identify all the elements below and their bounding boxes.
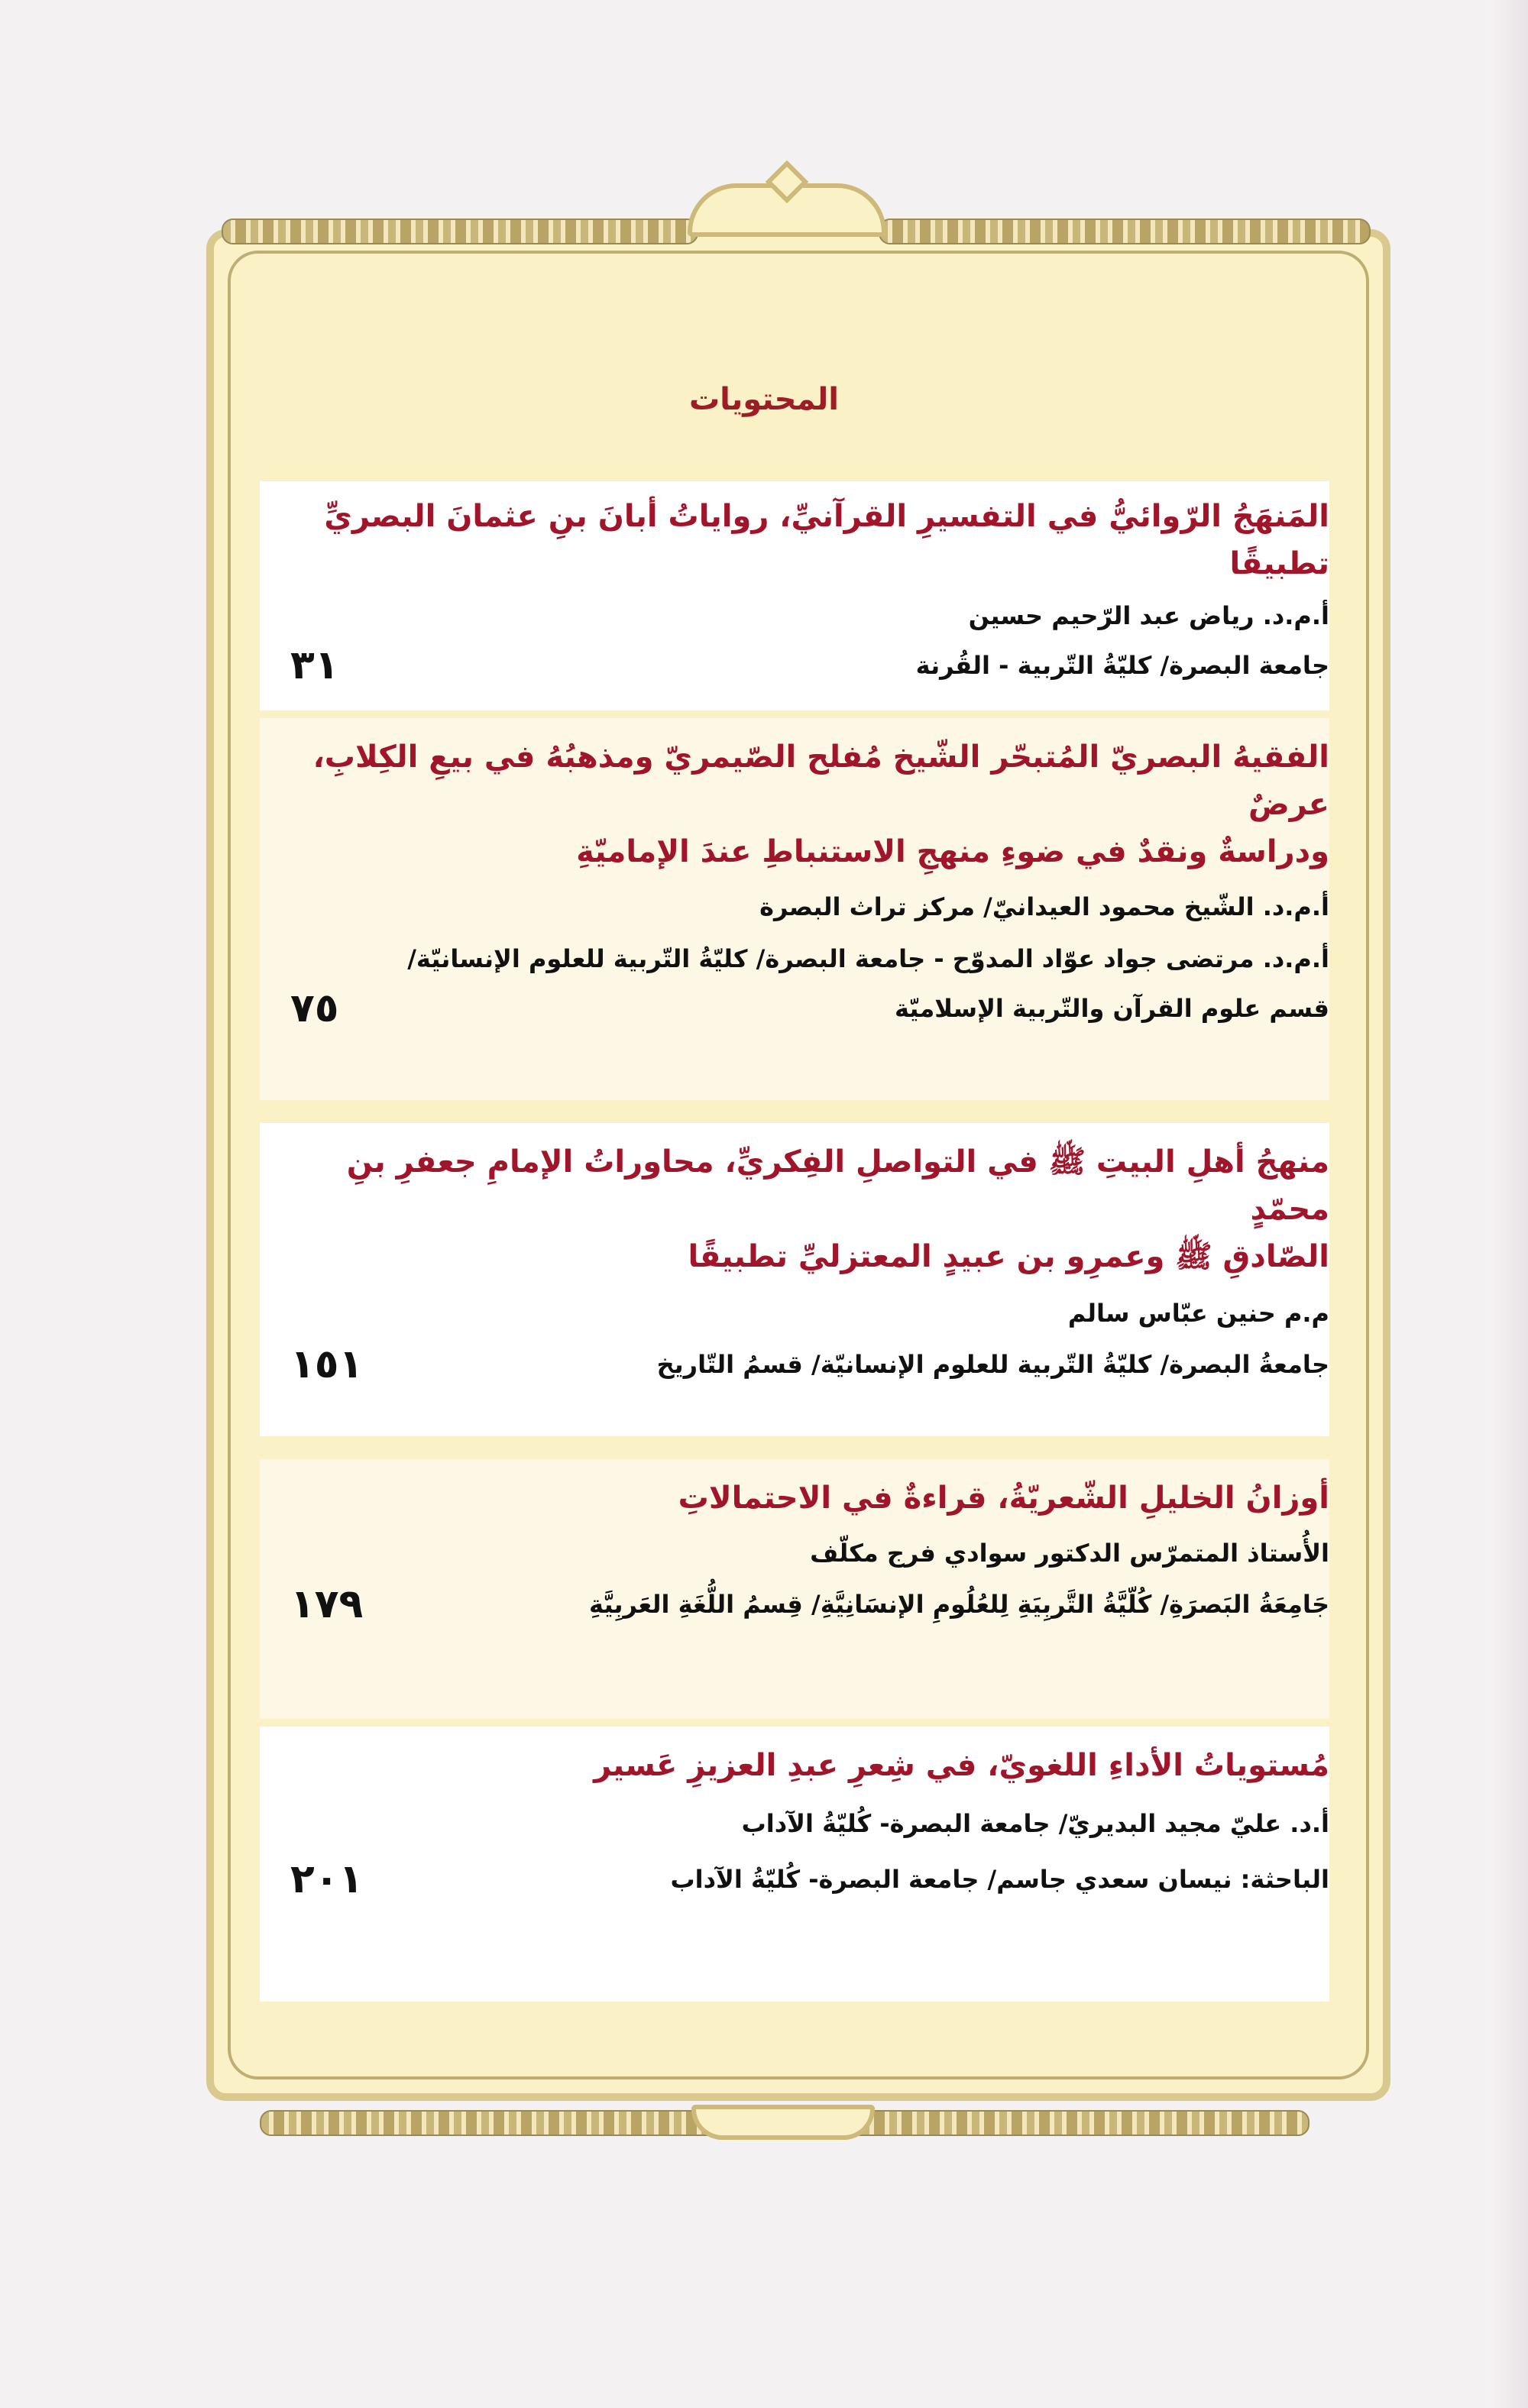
page-title: المحتويات — [688, 382, 839, 417]
entry-title: منهجُ أهلِ البيتِ ﷺ في التواصلِ الفِكريِّ، محاوراتُ الإمامِ جعفرِ بنِ محمّدٍ — [346, 1144, 1329, 1227]
entry-affiliation: جامعةُ البصرة/ كليّةُ التّربية للعلوم الإنسانيّة/ قسمُ التّاريخ — [656, 1350, 1329, 1379]
toc-entry — [260, 718, 1329, 1100]
entry-author: م.م حنين عبّاس سالم — [1067, 1299, 1329, 1328]
entry-title: المَنهَجُ الرّوائيُّ في التفسيرِ القرآنيِّ، رواياتُ أبانَ بنِ عثمانَ البصريِّ تطبيقًا — [324, 499, 1329, 581]
frame-crest-bottom — [691, 2105, 875, 2140]
entry-affiliation: جَامِعَةُ البَصرَةِ/ كُلّيَّةُ التَّربِيَةِ لِلعُلُومِ الإنسَانِيَّةِ/ قِسمُ اللُّغَةِ العَربِيَّةِ — [589, 1590, 1329, 1619]
entry-page-number: ٢٠١ — [290, 1856, 364, 1902]
entry-page-number: ١٥١ — [290, 1342, 364, 1387]
ornament-band-top-right — [879, 218, 1371, 244]
entry-title-line-2: الصّادقِ ﷺ وعمرِو بن عبيدٍ المعتزليِّ تطبيقًا — [688, 1239, 1329, 1274]
entry-affiliation: الباحثة: نيسان سعدي جاسم/ جامعة البصرة- كُليّةُ الآداب — [670, 1865, 1329, 1894]
ornament-band-top-left — [222, 218, 698, 244]
entry-page-number: ٧٥ — [290, 986, 339, 1031]
page-edge — [1486, 0, 1528, 2408]
entry-title: أوزانُ الخليلِ الشّعريّةُ، قراءةٌ في الاحتمالاتِ — [678, 1481, 1329, 1516]
ornament-band-bottom-right — [833, 2110, 1309, 2136]
entry-author: أ.م.د. مرتضى جواد عوّاد المدوّح - جامعة البصرة/ كليّةُ التّربية للعلوم الإنسانيّة/ — [407, 944, 1329, 973]
entry-author: أ.م.د. رياض عبد الرّحيم حسين — [968, 601, 1329, 630]
ornament-band-bottom-left — [260, 2110, 744, 2136]
entry-page-number: ١٧٩ — [290, 1581, 364, 1627]
entry-title: الفقيهُ البصريّ المُتبحّر الشّيخ مُفلح الصّيمريّ ومذهبُهُ في بيعِ الكِلابِ، عرضٌ — [312, 740, 1329, 822]
toc-entry — [260, 1459, 1329, 1719]
entry-title: مُستوياتُ الأداءِ اللغويّ، في شِعرِ عبدِ العزيزِ عَسير — [594, 1748, 1329, 1783]
toc-entry — [260, 1123, 1329, 1436]
entry-title-line-2: ودراسةٌ ونقدٌ في ضوءِ منهجِ الاستنباطِ عندَ الإماميّةِ — [576, 834, 1329, 869]
entry-author: الأُستاذ المتمرّس الدكتور سوادي فرج مكلّف — [810, 1539, 1329, 1568]
entry-affiliation: جامعة البصرة/ كليّةُ التّربية - القُرنة — [915, 651, 1329, 680]
entry-author: أ.م.د. الشّيخ محمود العيدانيّ/ مركز تراث البصرة — [759, 892, 1329, 921]
entry-page-number: ٣١ — [290, 642, 339, 688]
toc-entry — [260, 481, 1329, 710]
entry-affiliation: قسم علوم القرآن والتّربية الإسلاميّة — [895, 994, 1329, 1023]
entry-author: أ.د. عليّ مجيد البديريّ/ جامعة البصرة- كُليّةُ الآداب — [741, 1809, 1329, 1838]
toc-entry — [260, 1727, 1329, 2002]
